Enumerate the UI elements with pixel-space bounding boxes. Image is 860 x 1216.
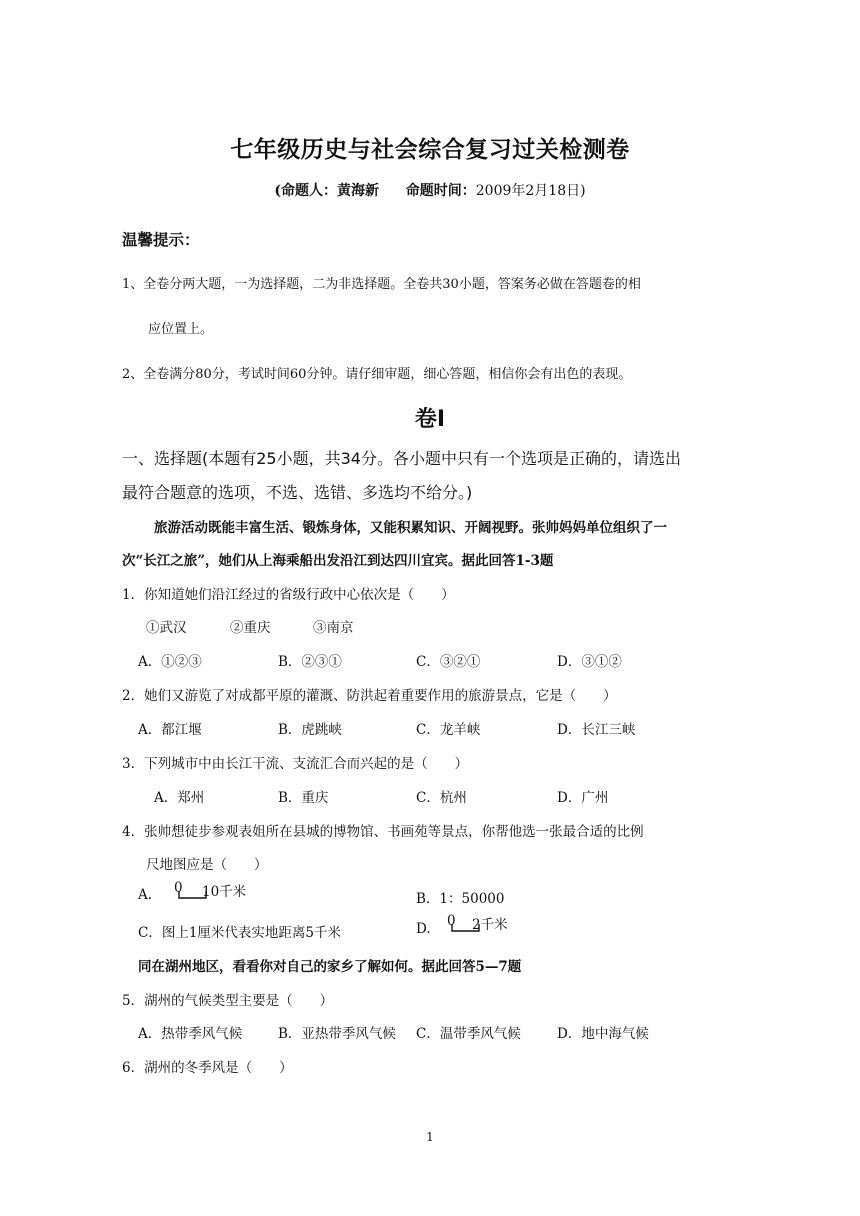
question-3-stem: 3．下列城市中由长江干流、支流汇合而兴起的是（ ） bbox=[122, 756, 469, 772]
question-5-stem: 5．湖州的气候类型主要是（ ） bbox=[122, 993, 334, 1009]
q4-option-d-scale-unit: 千米 bbox=[480, 917, 508, 933]
tip-1-cont: 应位置上。 bbox=[148, 322, 214, 337]
q2-option-d: D．长江三峡 bbox=[557, 722, 636, 738]
time-label: 命题时间： bbox=[405, 183, 476, 199]
q3-option-c: C．杭州 bbox=[416, 790, 467, 806]
tips-heading: 温馨提示： bbox=[122, 231, 200, 249]
q1-option-c: C．③②① bbox=[416, 654, 481, 670]
volume-heading: 卷Ⅰ bbox=[414, 407, 446, 432]
q1-option-b: B．②③① bbox=[278, 654, 342, 670]
question-4-stem: 4．张帅想徒步参观表姐所在县城的博物馆、书画苑等景点，你帮他选一张最合适的比例 bbox=[122, 824, 644, 840]
q4-option-b: B．1：50000 bbox=[416, 891, 505, 907]
q4-option-a-scale-zero: 0 bbox=[174, 880, 183, 896]
tip-2: 2、全卷满分80分，考试时间60分钟。请仔细审题，细心答题，相信你会有出色的表现。 bbox=[122, 367, 632, 382]
passage-2: 同在湖州地区，看看你对自己的家乡了解如何。据此回答5—7题 bbox=[138, 959, 522, 975]
q1-option-a: A．①②③ bbox=[138, 654, 202, 670]
q2-option-c: C．龙羊峡 bbox=[416, 722, 481, 738]
question-2-stem: 2．她们又游览了对成都平原的灌溉、防洪起着重要作用的旅游景点，它是（ ） bbox=[122, 688, 617, 704]
q1-item-1: ①武汉 bbox=[146, 620, 187, 636]
page-number: 1 bbox=[426, 1130, 434, 1144]
q5-option-c: C．温带季风气候 bbox=[416, 1026, 521, 1042]
passage-1-cont: 次“长江之旅”，她们从上海乘船出发沿江到达四川宜宾。据此回答1-3题 bbox=[122, 553, 554, 569]
question-1-stem: 1．你知道她们沿江经过的省级行政中心依次是（ ） bbox=[122, 587, 455, 603]
q4-option-a-label: A. bbox=[138, 887, 153, 903]
q5-option-a: A．热带季风气候 bbox=[138, 1026, 243, 1042]
q4-option-d-scale-number: 2 bbox=[472, 917, 481, 933]
q4-option-d-scale-zero: 0 bbox=[447, 913, 456, 929]
q3-option-b: B．重庆 bbox=[278, 790, 329, 806]
question-4-stem-cont: 尺地图应是（ ） bbox=[146, 857, 268, 873]
q2-option-b: B．虎跳峡 bbox=[278, 722, 342, 738]
question-6-stem: 6．湖州的冬季风是（ ） bbox=[122, 1060, 293, 1076]
q2-option-a: A．都江堰 bbox=[138, 722, 202, 738]
page-title: 七年级历史与社会综合复习过关检测卷 bbox=[230, 137, 630, 163]
q4-option-a-scale-unit: 千米 bbox=[219, 884, 247, 900]
q4-option-a-scale-number: 10 bbox=[202, 884, 220, 900]
q4-option-a-scale-value bbox=[202, 880, 246, 900]
q1-item-3: ③南京 bbox=[313, 620, 354, 636]
q1-option-d: D．③①② bbox=[557, 654, 622, 670]
tip-1: 1、全卷分两大题，一为选择题，二为非选择题。全卷共30小题，答案务必做在答题卷的相 bbox=[122, 277, 641, 292]
exam-author-line bbox=[0, 180, 860, 200]
exam-date: 2009年2月18日) bbox=[475, 183, 586, 199]
q3-option-d: D．广州 bbox=[557, 790, 609, 806]
section-1-heading-cont: 最符合题意的选项，不选、选错、多选均不给分。) bbox=[122, 483, 473, 502]
passage-1: 旅游活动既能丰富生活、锻炼身体，又能积累知识、开阔视野。张帅妈妈单位组织了一 bbox=[154, 520, 667, 536]
q4-option-c: C．图上1厘米代表实地距离5千米 bbox=[138, 925, 342, 941]
q4-option-d-scale-value bbox=[472, 913, 508, 933]
section-1-heading: 一、选择题(本题有25小题，共34分。各小题中只有一个选项是正确的，请选出 bbox=[122, 449, 681, 468]
q4-option-d-label: D. bbox=[416, 921, 431, 937]
q5-option-b: B．亚热带季风气候 bbox=[278, 1026, 396, 1042]
q3-option-a: A．郑州 bbox=[154, 790, 205, 806]
author-label: (命题人：黄海新 bbox=[274, 183, 380, 199]
q5-option-d: D．地中海气候 bbox=[557, 1026, 649, 1042]
q1-item-2: ②重庆 bbox=[230, 620, 271, 636]
